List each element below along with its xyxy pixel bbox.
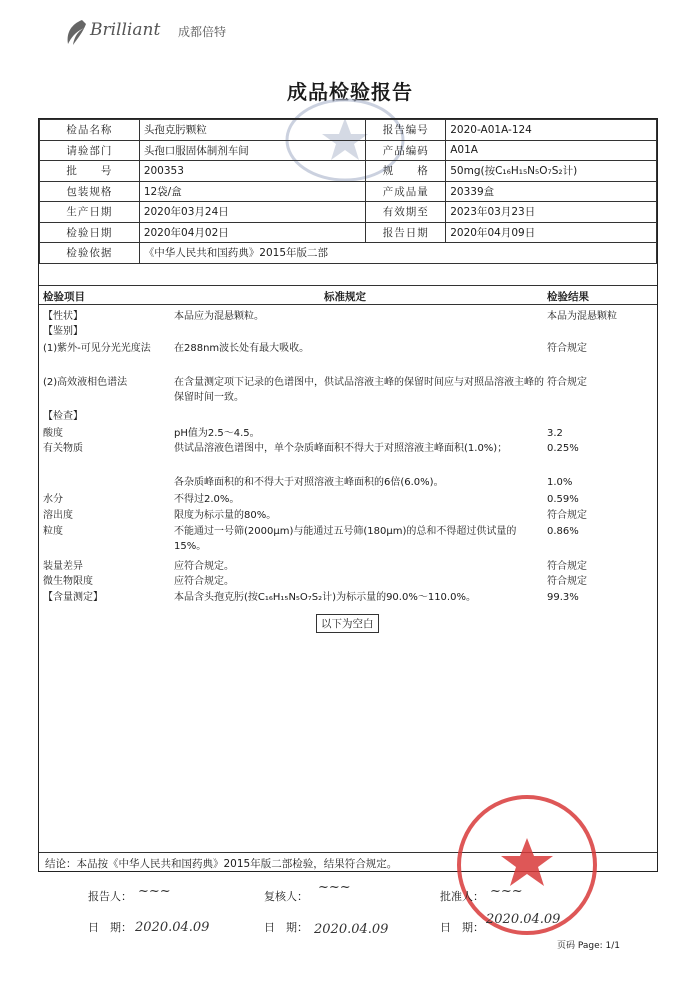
date-label-2: 日 期：	[264, 921, 308, 934]
basis-row	[40, 243, 657, 264]
reviewer-signature: ~~~	[318, 880, 351, 895]
header-value: A01A	[446, 140, 657, 161]
row-item: (2)高效液相色谱法	[43, 377, 128, 388]
row-item: 有关物质	[43, 443, 83, 454]
header-label: 有效期至	[366, 202, 446, 223]
header-label: 包装规格	[40, 181, 140, 202]
blank-note: 以下为空白	[316, 614, 379, 633]
approver-signature: ~~~	[490, 884, 523, 899]
date-value-3: 2020.04.09	[486, 912, 561, 927]
row-result: 0.25%	[547, 443, 579, 454]
reporter-signature: ~~~	[138, 884, 171, 899]
row-item: 【检查】	[43, 411, 83, 422]
header-value: 50mg(按C₁₆H₁₅N₅O₇S₂计)	[446, 161, 657, 182]
report-frame	[38, 118, 658, 872]
date-value-1: 2020.04.09	[135, 920, 210, 935]
conclusion: 结论：本品按《中华人民共和国药典》2015年版二部检验，结果符合规定。	[39, 852, 657, 872]
row-standard: 不得过2.0%。	[174, 494, 240, 505]
date-label-1: 日 期：	[88, 921, 132, 934]
col-result: 检验结果	[547, 291, 589, 303]
row-item: 溶出度	[43, 510, 73, 521]
header-table	[39, 119, 657, 264]
row-item: 【含量测定】	[43, 592, 103, 603]
page-title: 成品检验报告	[287, 80, 413, 104]
row-item: 水分	[43, 494, 63, 505]
header-row	[40, 120, 657, 141]
row-result: 3.2	[547, 428, 563, 439]
header-label: 产品编码	[366, 140, 446, 161]
header-label: 产成品量	[366, 181, 446, 202]
row-result: 符合规定	[547, 510, 587, 521]
header-label: 批 号	[40, 161, 140, 182]
page-number: 页码 Page: 1/1	[556, 941, 620, 951]
basis-label: 检验依据	[40, 243, 140, 264]
row-result: 符合规定	[547, 576, 587, 587]
header-value: 头孢口服固体制剂车间	[139, 140, 366, 161]
header-label: 报告日期	[366, 222, 446, 243]
row-result: 本品为混悬颗粒	[547, 311, 617, 322]
col-standard: 标准规定	[324, 291, 366, 303]
brand-name: Brilliant	[90, 20, 161, 40]
row-result: 符合规定	[547, 561, 587, 572]
row-result: 99.3%	[547, 592, 579, 603]
header-value: 2020年04月02日	[139, 222, 366, 243]
row-standard: 各杂质峰面积的和不得大于对照溶液主峰面积的6倍(6.0%)。	[174, 477, 444, 488]
row-item: 【鉴别】	[43, 326, 83, 337]
reviewer-label: 复核人：	[264, 890, 308, 903]
row-item: (1)紫外-可见分光光度法	[43, 343, 151, 354]
header-row	[40, 222, 657, 243]
date-value-2: 2020.04.09	[314, 922, 389, 937]
header-label: 规 格	[366, 161, 446, 182]
row-standard: 本品含头孢克肟(按C₁₆H₁₅N₅O₇S₂计)为标示量的90.0%～110.0%。	[174, 592, 476, 603]
row-standard: 限度为标示量的80%。	[174, 510, 277, 521]
bird-logo-icon	[62, 18, 88, 48]
company-logo	[62, 18, 262, 48]
row-item: 【性状】	[43, 311, 83, 322]
row-item: 装量差异	[43, 561, 83, 572]
reporter-label: 报告人：	[88, 890, 132, 903]
row-result: 符合规定	[547, 377, 587, 388]
row-standard: pH值为2.5～4.5。	[174, 428, 260, 439]
row-result: 1.0%	[547, 477, 573, 488]
row-item: 粒度	[43, 526, 63, 537]
row-result: 0.59%	[547, 494, 579, 505]
header-row	[40, 181, 657, 202]
header-value: 头孢克肟颗粒	[139, 120, 366, 141]
basis-value: 《中华人民共和国药典》2015年版二部	[139, 243, 656, 264]
row-standard: 本品应为混悬颗粒。	[174, 311, 264, 322]
header-value: 200353	[139, 161, 366, 182]
row-standard: 不能通过一号筛(2000μm)与能通过五号筛(180μm)的总和不得超过供试量的15%。	[174, 526, 517, 552]
header-value: 2020年04月09日	[446, 222, 657, 243]
header-label: 检验日期	[40, 222, 140, 243]
row-standard: 在288nm波长处有最大吸收。	[174, 343, 310, 354]
header-value: 2020年03月24日	[139, 202, 366, 223]
column-header	[39, 285, 657, 305]
row-item: 微生物限度	[43, 576, 93, 587]
date-label-3: 日 期：	[440, 921, 484, 934]
approver-label: 批准人：	[440, 890, 484, 903]
header-row	[40, 202, 657, 223]
row-standard: 供试品溶液色谱图中，单个杂质峰面积不得大于对照溶液主峰面积(1.0%)；	[174, 443, 508, 454]
header-label: 检品名称	[40, 120, 140, 141]
header-label: 生产日期	[40, 202, 140, 223]
header-label: 报告编号	[366, 120, 446, 141]
row-standard: 应符合规定。	[174, 576, 234, 587]
header-label: 请验部门	[40, 140, 140, 161]
header-value: 2023年03月23日	[446, 202, 657, 223]
row-result: 符合规定	[547, 343, 587, 354]
company-name: 成都倍特	[178, 25, 227, 39]
header-row	[40, 140, 657, 161]
row-standard: 应符合规定。	[174, 561, 234, 572]
header-row	[40, 161, 657, 182]
row-result: 0.86%	[547, 526, 579, 537]
header-value: 2020-A01A-124	[446, 120, 657, 141]
col-item: 检验项目	[43, 291, 85, 303]
row-standard: 在含量测定项下记录的色谱图中，供试品溶液主峰的保留时间应与对照品溶液主峰的保留时间一致。	[174, 377, 544, 403]
header-value: 20339盒	[446, 181, 657, 202]
header-value: 12袋/盒	[139, 181, 366, 202]
row-item: 酸度	[43, 428, 63, 439]
